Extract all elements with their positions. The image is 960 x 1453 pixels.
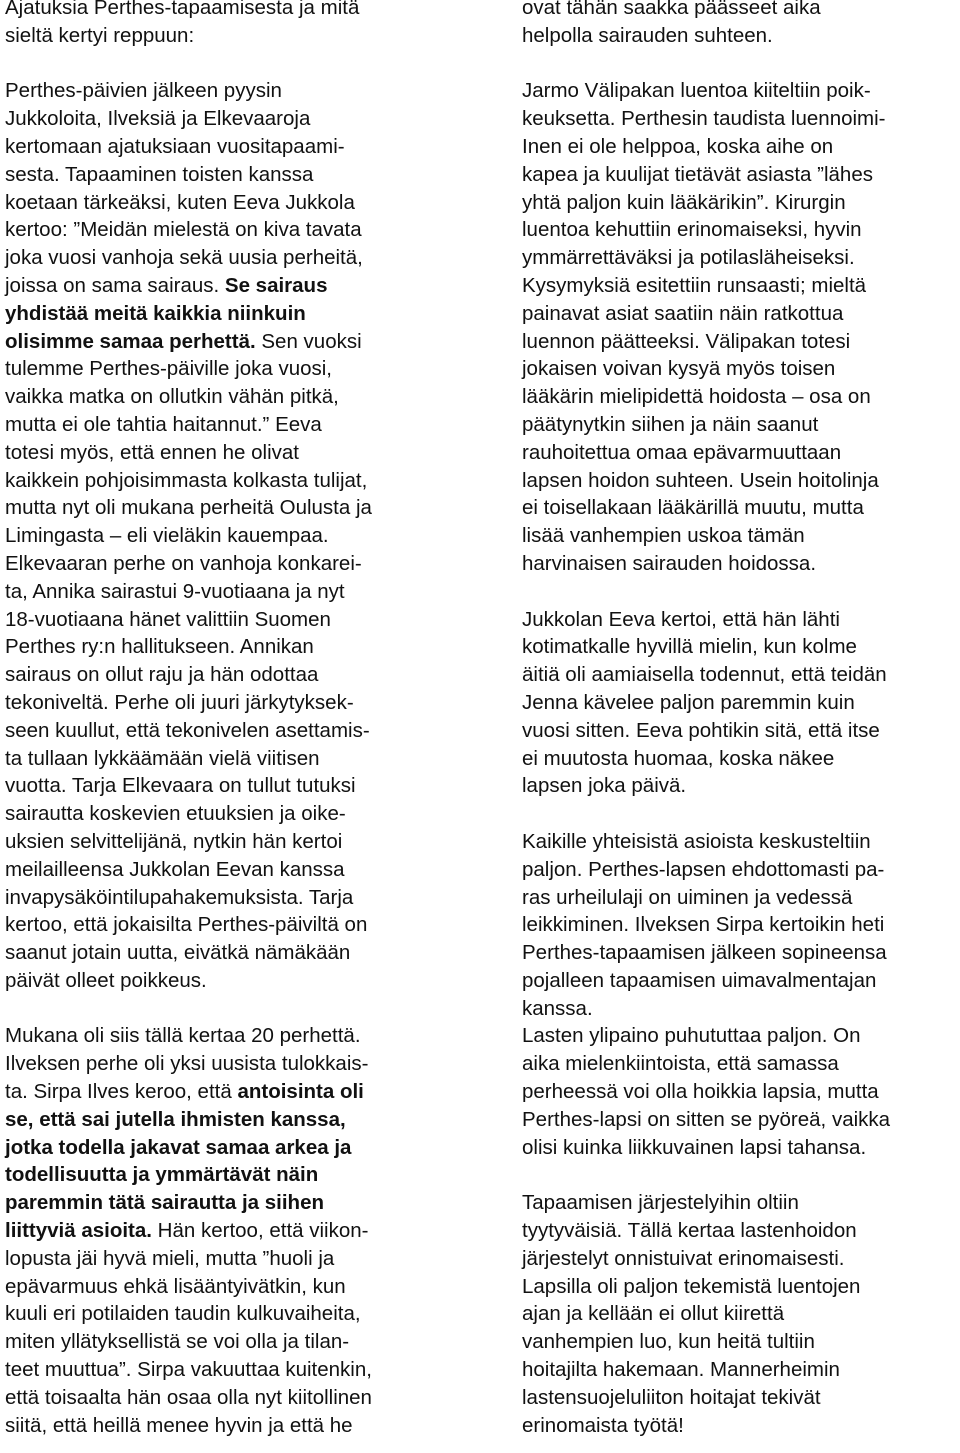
right-text-line	[522, 77, 960, 105]
text-run: Perthes-lapsi on sitten se pyöreä, vaikka	[522, 1107, 891, 1131]
right-text-line	[522, 494, 960, 522]
left-text-line	[5, 745, 475, 773]
left-text-line	[5, 1412, 475, 1440]
text-run: yhtä paljon kuin lääkärikin”. Kirurgin	[522, 190, 846, 214]
text-run: kuuli eri potilaiden taudin kulkuvaiheita,	[5, 1302, 361, 1326]
bold-text-run: todellisuutta ja ymmärtävät näin	[5, 1163, 319, 1187]
text-run: kertoo: ”Meidän mielestä on kiva tavata	[5, 218, 362, 242]
text-run: harvinaisen sairauden hoidossa.	[522, 551, 817, 575]
right-text-line	[522, 1245, 960, 1273]
text-run: kanssa.	[522, 996, 593, 1020]
text-run: lääkärin mielipidettä hoidosta – osa on	[522, 385, 871, 409]
text-run: kaikkein pohjoisimmasta kolkasta tulijat,	[5, 468, 368, 492]
right-text-line	[522, 1189, 960, 1217]
left-text-line	[5, 717, 475, 745]
bold-text-run: antoisinta oli	[237, 1080, 364, 1104]
text-run: vuotta. Tarja Elkevaara on tullut tutuksi	[5, 774, 356, 798]
bold-text-run: jotka todella jakavat samaa arkea ja	[5, 1135, 352, 1159]
text-run: teet muuttua”. Sirpa vakuuttaa kuitenkin,	[5, 1358, 372, 1382]
text-run: keuksetta. Perthesin taudista luennoimi-	[522, 107, 886, 131]
text-run: ymmärrettäväksi ja potilasläheiseksi.	[522, 246, 855, 270]
right-text-line	[522, 550, 960, 578]
text-run: uksien selvittelijänä, nytkin hän kertoi	[5, 829, 343, 853]
right-text-line	[522, 300, 960, 328]
left-text-line	[5, 439, 475, 467]
text-run: joka vuosi vanhoja sekä uusia perheitä,	[5, 246, 363, 270]
text-run: Perthes ry:n hallitukseen. Annikan	[5, 635, 314, 659]
left-text-line	[5, 967, 475, 995]
text-run: seen kuullut, että tekonivelen asettamis-	[5, 718, 370, 742]
text-run: ta tullaan lykkäämään vielä viitisen	[5, 746, 320, 770]
right-text-line	[522, 439, 960, 467]
right-text-line	[522, 1078, 960, 1106]
text-run: Ajatuksia Perthes-tapaamisesta ja mitä	[5, 0, 360, 19]
text-run: Kysymyksiä esitettiin runsaasti; mieltä	[522, 273, 867, 297]
bold-text-run: liittyviä asioita.	[5, 1219, 152, 1243]
right-text-line	[522, 189, 960, 217]
text-run: leikkiminen. Ilveksen Sirpa kertoikin heti	[522, 913, 885, 937]
left-text-line	[5, 105, 475, 133]
text-run: vanhempien luo, kun heitä tultiin	[522, 1330, 815, 1354]
left-text-line	[5, 606, 475, 634]
left-text-line	[5, 300, 475, 328]
left-text-line	[5, 133, 475, 161]
left-text-line	[5, 661, 475, 689]
text-run: että toisaalta hän osaa olla nyt kiitollinen	[5, 1385, 372, 1409]
text-run: Hän kertoo, että viikon-	[151, 1219, 369, 1243]
left-text-column	[5, 0, 475, 1439]
bold-text-run: Se sairaus	[224, 273, 328, 297]
right-text-line	[522, 606, 960, 634]
left-text-line	[5, 633, 475, 661]
right-text-line	[522, 328, 960, 356]
right-text-line	[522, 161, 960, 189]
left-text-line	[5, 244, 475, 272]
text-run: aika mielenkiintoista, että samassa	[522, 1052, 839, 1076]
right-text-line	[522, 244, 960, 272]
right-text-line	[522, 1384, 960, 1412]
right-text-line	[522, 884, 960, 912]
right-text-line	[522, 1356, 960, 1384]
left-text-line	[5, 1300, 475, 1328]
left-text-line	[5, 1078, 475, 1106]
left-text-line	[5, 77, 475, 105]
left-text-line	[5, 522, 475, 550]
text-run: Jarmo Välipakan luentoa kiiteltiin poik-	[522, 79, 871, 103]
right-text-line	[522, 967, 960, 995]
text-run: Inen ei ole helppoa, koska aihe on	[522, 134, 834, 158]
text-run: paljon. Perthes-lapsen ehdottomasti pa-	[522, 857, 885, 881]
left-text-line	[5, 884, 475, 912]
text-run: päivät olleet poikkeus.	[5, 968, 207, 992]
paragraph-gap	[5, 995, 475, 1023]
bold-text-run: olisimme samaa perhettä.	[5, 329, 256, 353]
right-text-line	[522, 633, 960, 661]
right-text-line	[522, 216, 960, 244]
right-text-line	[522, 856, 960, 884]
text-run: Tapaamisen järjestelyihin oltiin	[522, 1191, 799, 1215]
text-run: invapysäköintilupahakemuksista. Tarja	[5, 885, 354, 909]
text-run: järjestelyt onnistuivat erinomaisesti.	[522, 1246, 845, 1270]
left-text-line	[5, 1189, 475, 1217]
text-run: sieltä kertyi reppuun:	[5, 23, 195, 47]
right-text-line	[522, 661, 960, 689]
text-run: lapsen joka päivä.	[522, 774, 687, 798]
left-text-line	[5, 494, 475, 522]
left-text-line	[5, 856, 475, 884]
text-run: mutta nyt oli mukana perheitä Oulusta ja	[5, 496, 372, 520]
text-run: Limingasta – eli vieläkin kauempaa.	[5, 524, 329, 548]
right-text-line	[522, 911, 960, 939]
left-text-line	[5, 411, 475, 439]
text-run: sairaus on ollut raju ja hän odottaa	[5, 663, 319, 687]
text-run: perheessä voi olla hoikkia lapsia, mutta	[522, 1080, 879, 1104]
left-text-line	[5, 939, 475, 967]
text-run: Sen vuoksi	[255, 329, 362, 353]
text-run: kertomaan ajatuksiaan vuositapaami-	[5, 134, 345, 158]
left-text-line	[5, 1273, 475, 1301]
text-run: totesi myös, että ennen he olivat	[5, 440, 300, 464]
text-run: Lapsilla oli paljon tekemistä luentojen	[522, 1274, 861, 1298]
right-text-line	[522, 745, 960, 773]
bold-text-run: se, että sai jutella ihmisten kanssa,	[5, 1107, 346, 1131]
left-text-line	[5, 189, 475, 217]
text-run: Lasten ylipaino puhututtaa paljon. On	[522, 1024, 861, 1048]
right-text-line	[522, 1412, 960, 1440]
text-run: Elkevaaran perhe on vanhoja konkarei-	[5, 551, 362, 575]
right-text-line	[522, 272, 960, 300]
left-text-line	[5, 1245, 475, 1273]
left-text-line	[5, 216, 475, 244]
paragraph-gap	[522, 578, 960, 606]
left-text-line	[5, 1106, 475, 1134]
text-run: helpolla sairauden suhteen.	[522, 23, 773, 47]
right-text-line	[522, 22, 960, 50]
text-run: ei muutosta huomaa, koska näkee	[522, 746, 835, 770]
left-text-line	[5, 1134, 475, 1162]
text-run: koetaan tärkeäksi, kuten Eeva Jukkola	[5, 190, 355, 214]
text-run: saanut jotain uutta, eivätkä nämäkään	[5, 941, 351, 965]
text-run: luentoa kehuttiin erinomaiseksi, hyvin	[522, 218, 862, 242]
right-text-line	[522, 1328, 960, 1356]
text-run: sairautta koskevien etuuksien ja oike-	[5, 802, 346, 826]
text-run: meilailleensa Jukkolan Eevan kanssa	[5, 857, 345, 881]
text-run: Perthes-tapaamisen jälkeen sopineensa	[522, 941, 887, 965]
text-run: ta. Sirpa Ilves keroo, että	[5, 1080, 238, 1104]
right-text-line	[522, 522, 960, 550]
text-run: luennon päätteeksi. Välipakan totesi	[522, 329, 851, 353]
text-run: siitä, että heillä menee hyvin ja että he	[5, 1413, 353, 1437]
text-run: epävarmuus ehkä lisääntyivätkin, kun	[5, 1274, 346, 1298]
text-run: erinomaista työtä!	[522, 1413, 684, 1437]
left-text-line	[5, 1161, 475, 1189]
left-text-line	[5, 328, 475, 356]
left-text-line	[5, 1217, 475, 1245]
paragraph-gap	[522, 1161, 960, 1189]
text-run: kapea ja kuulijat tietävät asiasta ”lähes	[522, 162, 873, 186]
right-text-line	[522, 1273, 960, 1301]
text-run: lapsen hoidon suhteen. Usein hoitolinja	[522, 468, 879, 492]
right-text-column	[522, 0, 960, 1439]
left-text-line	[5, 1050, 475, 1078]
text-run: painavat asiat saatiin näin ratkottua	[522, 301, 844, 325]
right-text-line	[522, 467, 960, 495]
text-run: kotimatkalle hyvillä mielin, kun kolme	[522, 635, 857, 659]
text-run: hoitajilta hakemaan. Mannerheimin	[522, 1358, 840, 1382]
text-run: ovat tähän saakka päässeet aika	[522, 0, 821, 19]
text-run: 18-vuotiaana hänet valittiin Suomen	[5, 607, 331, 631]
left-text-line	[5, 0, 475, 22]
text-run: miten yllätyksellistä se voi olla ja tilan-	[5, 1330, 350, 1354]
left-text-line	[5, 550, 475, 578]
right-text-line	[522, 355, 960, 383]
right-text-line	[522, 1217, 960, 1245]
text-run: pojalleen tapaamisen uimavalmentajan	[522, 968, 877, 992]
left-text-line	[5, 1356, 475, 1384]
text-run: Perthes-päivien jälkeen pyysin	[5, 79, 282, 103]
left-text-line	[5, 467, 475, 495]
bold-text-run: paremmin tätä sairautta ja siihen	[5, 1191, 325, 1215]
left-text-line	[5, 828, 475, 856]
text-run: tyytyväisiä. Tällä kertaa lastenhoidon	[522, 1219, 857, 1243]
right-text-line	[522, 772, 960, 800]
paragraph-gap	[522, 800, 960, 828]
right-text-line	[522, 689, 960, 717]
text-run: kertoo, että jokaisilta Perthes-päiviltä on	[5, 913, 368, 937]
text-run: äitiä oli aamiaisella todennut, että teidän	[522, 663, 887, 687]
text-run: sesta. Tapaaminen toisten kanssa	[5, 162, 314, 186]
right-text-line	[522, 105, 960, 133]
right-text-line	[522, 939, 960, 967]
right-text-line	[522, 383, 960, 411]
text-run: lisää vanhempien uskoa tämän	[522, 524, 805, 548]
right-text-line	[522, 828, 960, 856]
right-text-line	[522, 0, 960, 22]
left-text-line	[5, 22, 475, 50]
bold-text-run: yhdistää meitä kaikkia niinkuin	[5, 301, 306, 325]
right-text-line	[522, 717, 960, 745]
right-text-line	[522, 1022, 960, 1050]
left-text-line	[5, 355, 475, 383]
right-text-line	[522, 995, 960, 1023]
text-run: ras urheilulaji on uiminen ja vedessä	[522, 885, 853, 909]
text-run: Jukkolan Eeva kertoi, että hän lähti	[522, 607, 840, 631]
text-run: mutta ei ole tahtia haitannut.” Eeva	[5, 412, 322, 436]
text-run: Mukana oli siis tällä kertaa 20 perhettä.	[5, 1024, 361, 1048]
text-run: Jenna kävelee paljon paremmin kuin	[522, 690, 855, 714]
text-run: jokaisen voivan kysyä myös toisen	[522, 357, 836, 381]
text-run: lopusta jäi hyvä mieli, mutta ”huoli ja	[5, 1246, 335, 1270]
right-text-line	[522, 1134, 960, 1162]
left-text-line	[5, 272, 475, 300]
text-run: olisi kuinka liikkuvainen lapsi tahansa.	[522, 1135, 867, 1159]
text-run: Ilveksen perhe oli yksi uusista tulokkais-	[5, 1052, 369, 1076]
left-text-line	[5, 1384, 475, 1412]
left-text-line	[5, 1328, 475, 1356]
left-text-line	[5, 578, 475, 606]
text-run: päätynytkin siihen ja näin saanut	[522, 412, 819, 436]
text-run: rauhoitettua omaa epävarmuuttaan	[522, 440, 842, 464]
paragraph-gap	[5, 50, 475, 78]
text-run: ei toisellakaan lääkärillä muutu, mutta	[522, 496, 864, 520]
left-text-line	[5, 161, 475, 189]
left-text-line	[5, 383, 475, 411]
left-text-line	[5, 772, 475, 800]
text-run: Jukkoloita, Ilveksiä ja Elkevaaroja	[5, 107, 311, 131]
right-text-line	[522, 133, 960, 161]
text-run: ta, Annika sairastui 9-vuotiaana ja nyt	[5, 579, 345, 603]
text-run: tekoniveltä. Perhe oli juuri järkytyksek-	[5, 690, 354, 714]
text-run: lastensuojeluliiton hoitajat tekivät	[522, 1385, 821, 1409]
right-text-line	[522, 1050, 960, 1078]
text-run: tulemme Perthes-päiville joka vuosi,	[5, 357, 332, 381]
left-text-line	[5, 800, 475, 828]
text-run: vuosi sitten. Eeva pohtikin sitä, että itse	[522, 718, 880, 742]
text-run: joissa on sama sairaus.	[5, 273, 225, 297]
right-text-line	[522, 411, 960, 439]
paragraph-gap	[522, 50, 960, 78]
text-run: vaikka matka on ollutkin vähän pitkä,	[5, 385, 339, 409]
left-text-line	[5, 689, 475, 717]
text-run: ajan ja kellään ei ollut kiirettä	[522, 1302, 785, 1326]
right-text-line	[522, 1106, 960, 1134]
left-text-line	[5, 911, 475, 939]
right-text-line	[522, 1300, 960, 1328]
text-run: Kaikille yhteisistä asioista keskusteltiin	[522, 829, 871, 853]
left-text-line	[5, 1022, 475, 1050]
